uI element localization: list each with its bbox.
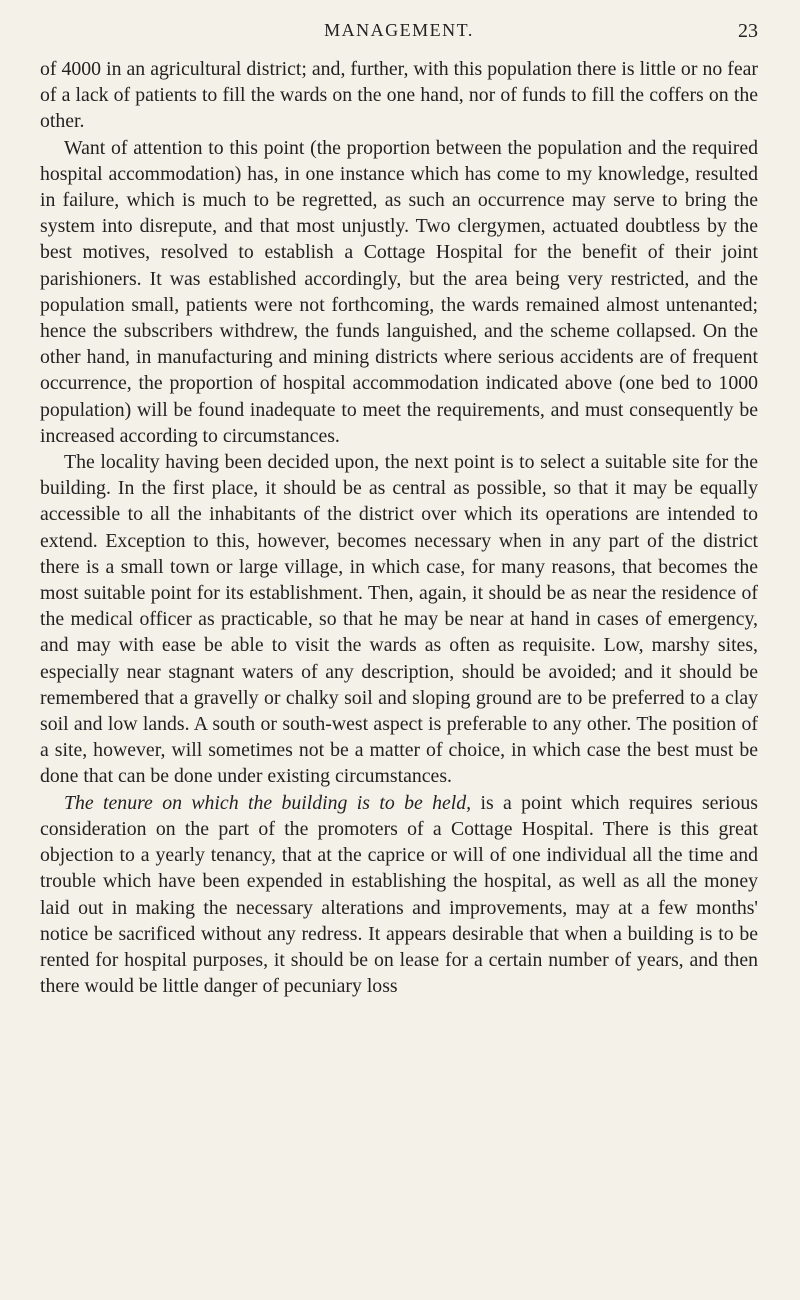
running-title: MANAGEMENT. <box>324 20 474 40</box>
body-text <box>40 56 758 999</box>
paragraph-3: The locality having been decided upon, the next point is to select a suitable site for the building. In the first place, it should be as central as possible, so that it may be equally accessible to all the inhabitants of the district over which its operations are intended to extend. Exception to this, however, becomes necessary when in any part of the district there is a small town or large village, in which case, for many reasons, that becomes the most suitable point for its establishment. Then, again, it should be as near the residence of the medical officer as practicable, so that he may be near at hand in cases of emergency, and may with ease be able to visit the wards as often as requisite. Low, marshy sites, especially near stagnant waters of any description, should be avoided; and it should be remembered that a gravelly or chalky soil and sloping ground are to be preferred to a clay soil and low lands. A south or south-west aspect is preferable to any other. The position of a site, however, will sometimes not be a matter of choice, in which case the best must be done that can be done under existing circumstances. <box>40 451 758 788</box>
page-number: 23 <box>738 20 758 42</box>
paragraph-4-text: is a point which requires serious consideration on the part of the promoters of a Cottage Hospital. There is this great objection to a yearly tenancy, that at the caprice or will of one individual all the time and trouble which have been expended in establishing the hospital, as well as all the money laid out in making the necessary alterations and improvements, may at a few months' notice be sacrificed without any redress. It appears desirable that when a building is to be rented for hospital purposes, it should be on lease for a certain number of years, and then there would be little danger of pecuniary loss <box>40 791 758 998</box>
paragraph-4 <box>40 790 758 1000</box>
paragraph-1: of 4000 in an agricultural district; and, further, with this population there is little or no fear of a lack of patients to fill the wards on the one hand, nor of funds to fill the coffers on the other. <box>40 58 758 133</box>
running-head <box>40 20 758 56</box>
paragraph-4-italic-lead: The tenure on which the building is to be held, <box>64 791 472 814</box>
paragraph-2: Want of attention to this point (the proportion between the population and the required hospital accommodation) has, in one instance which has come to my knowledge, resulted in failure, which is much to be regretted, as such an occurrence may serve to bring the system into disrepute, and that most unjustly. Two clergymen, actuated doubtless by the best motives, resolved to establish a Cottage Hospital for the benefit of their joint parishioners. It was established accordingly, but the area being very restricted, and the population small, patients were not forthcoming, the wards remained almost untenanted; hence the subscribers withdrew, the funds languished, and the scheme collapsed. On the other hand, in manufacturing and mining districts where serious accidents are of frequent occurrence, the proportion of hospital accommodation indicated above (one bed to 1000 population) will be found inadequate to meet the requirements, and must consequently be increased according to circumstances. <box>40 136 758 447</box>
